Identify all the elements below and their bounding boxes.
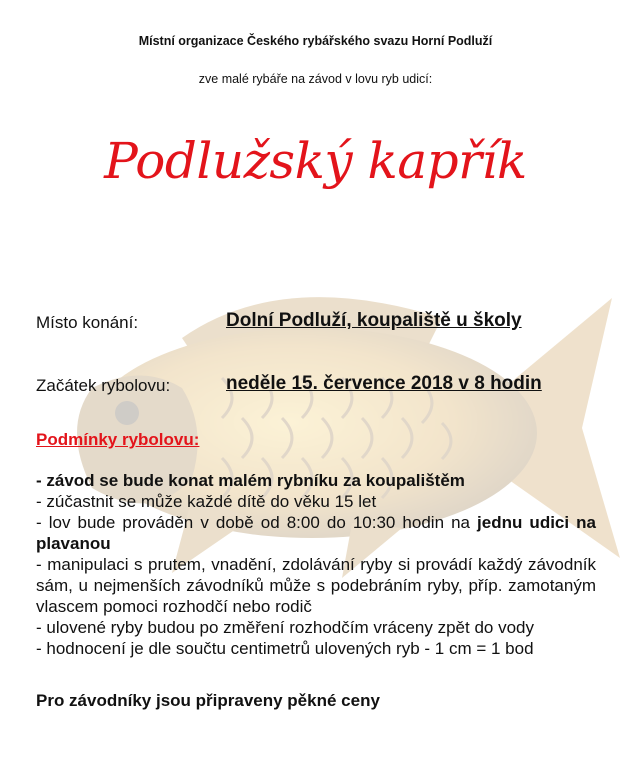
condition-item: - hodnocení je dle součtu centimetrů ulovených ryb - 1 cm = 1 bod xyxy=(36,639,534,658)
venue-value: Dolní Podluží, koupaliště u školy xyxy=(226,310,522,331)
condition-text: - lov bude prováděn v době od 8:00 do 10:30 hodin na xyxy=(36,513,478,532)
conditions-heading: Podmínky rybolovu: xyxy=(36,430,200,449)
condition-item: - závod se bude konat malém rybníku za koupalištěm xyxy=(36,471,465,490)
event-title: Podlužský kapřík xyxy=(104,132,527,190)
start-label: Začátek rybolovu: xyxy=(36,376,171,395)
venue-label: Místo konání: xyxy=(36,313,139,332)
condition-item: - zúčastnit se může každé dítě do věku 15 let xyxy=(36,492,377,511)
invitation-text: zve malé rybáře na závod v lovu ryb udicí: xyxy=(198,72,433,86)
start-value: neděle 15. července 2018 v 8 hodin xyxy=(226,373,542,394)
condition-emphasis: jednu udici na plavanou xyxy=(36,513,596,553)
prizes-note: Pro závodníky jsou připraveny pěkné ceny xyxy=(36,691,380,710)
condition-item xyxy=(36,512,596,554)
conditions-list xyxy=(36,470,596,659)
condition-item: - manipulaci s prutem, vnadění, zdolávání ryby si provádí každý závodník sám, u nejmenších závodníků může s podebráním ryby, příp. zamotaným vlascem pomoci rozhodčí nebo rodič xyxy=(36,555,596,616)
organization-name: Místní organizace Českého rybářského svazu Horní Podluží xyxy=(138,34,493,48)
condition-item: - ulovené ryby budou po změření rozhodčím vráceny zpět do vody xyxy=(36,618,534,637)
